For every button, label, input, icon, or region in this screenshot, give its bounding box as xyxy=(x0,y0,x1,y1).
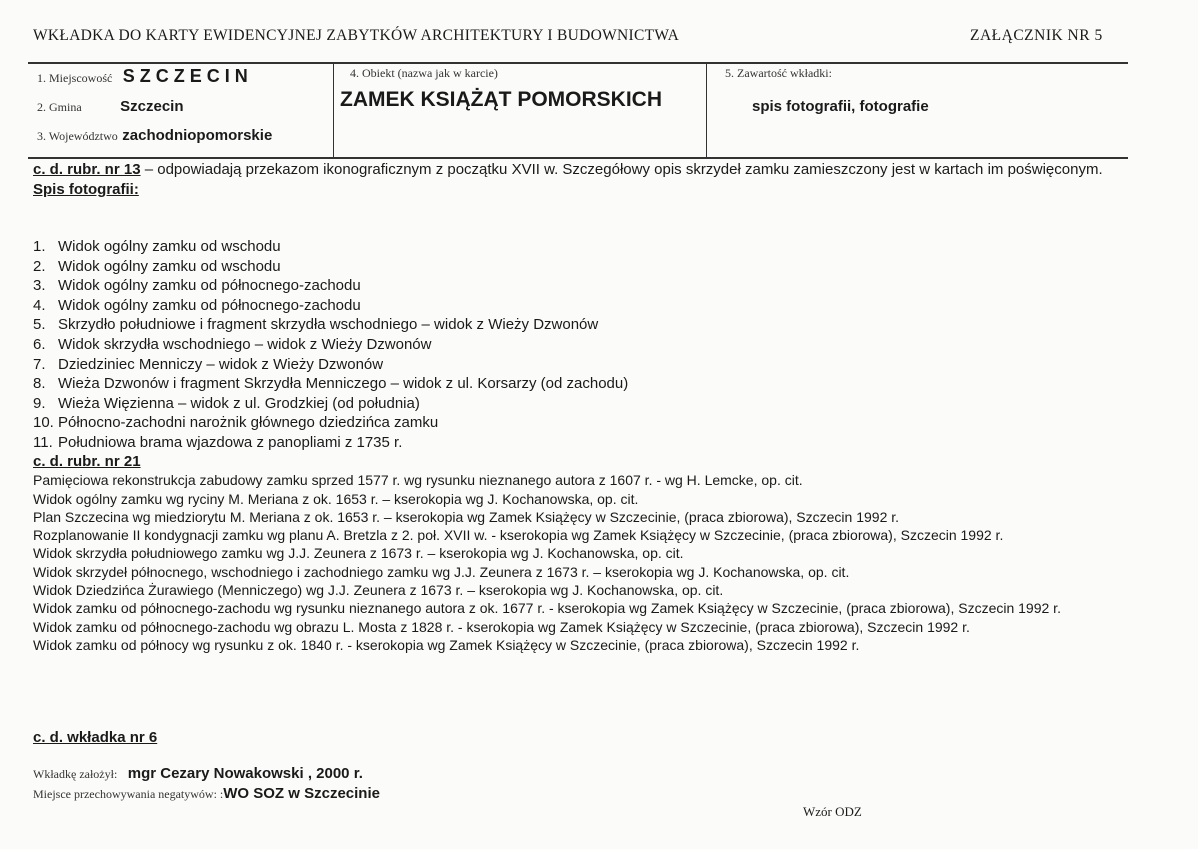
template-mark: Wzór ODZ xyxy=(803,804,862,819)
photo-list-item xyxy=(33,394,628,414)
voivodeship-field xyxy=(37,127,272,145)
source-entry: Widok zamku od północy wg rysunku z ok. 1840 r. - kserokopia wg Zamek Książęcy w Szczecinie, (praca zbiorowa), Szczecin 1992 r. xyxy=(33,636,860,653)
photo-list-item xyxy=(33,315,628,335)
photo-list-item xyxy=(33,296,628,316)
item-number: 2. xyxy=(33,257,46,275)
item-number: 6. xyxy=(33,335,46,353)
contents-label: 5. Zawartość wkładki: xyxy=(725,66,832,80)
rubric-21-heading: c. d. rubr. nr 21 xyxy=(33,453,141,470)
photo-list-item xyxy=(33,237,628,257)
item-number: 7. xyxy=(33,355,46,373)
photo-list-item xyxy=(33,355,628,375)
source-entry: Widok Dziedzińca Żurawiego (Menniczego) wg J.J. Zeunera z 1673 r. – kserokopia wg J. Kochanowska, op. cit. xyxy=(33,582,724,599)
created-by-label: Wkładkę założył: xyxy=(33,767,118,781)
negatives-storage-label: Miejsce przechowywania negatywów: : xyxy=(33,787,224,801)
item-text: Widok skrzydła wschodniego – widok z Wieży Dzwonów xyxy=(58,335,432,353)
item-text: Wieża Więzienna – widok z ul. Grodzkiej (od południa) xyxy=(58,394,420,412)
photo-list-item xyxy=(33,257,628,277)
photo-list-item xyxy=(33,413,628,433)
negatives-storage-field xyxy=(33,785,380,803)
photo-list-item xyxy=(33,276,628,296)
insert-6-reference: c. d. wkładka nr 6 xyxy=(33,729,158,746)
item-number: 11. xyxy=(33,433,53,451)
negatives-storage-value: WO SOZ w Szczecinie xyxy=(223,785,380,802)
item-number: 9. xyxy=(33,394,46,412)
source-entry: Widok zamku od północnego-zachodu wg rysunku nieznanego autora z ok. 1677 r. - kserokopia wg Zamek Książęcy w Szczecinie, (praca zbiorowa), Szczecin 1992 r. xyxy=(33,600,1061,617)
locality-value: S Z C Z E C I N xyxy=(122,66,248,86)
item-text: Widok ogólny zamku od północnego-zachodu xyxy=(58,296,361,314)
rubric-reference: c. d. rubr. nr 13 xyxy=(33,161,141,178)
column-divider xyxy=(706,64,707,158)
item-text: Widok ogólny zamku od wschodu xyxy=(58,257,281,275)
voivodeship-label: 3. Województwo xyxy=(37,129,118,143)
item-text: Dziedziniec Menniczy – widok z Wieży Dzwonów xyxy=(58,355,384,373)
item-text: Skrzydło południowe i fragment skrzydła wschodniego – widok z Wieży Dzwonów xyxy=(58,316,599,334)
item-text: Północno-zachodni narożnik głównego dziedzińca zamku xyxy=(58,414,439,432)
intro-text: – odpowiadają przekazom ikonograficznym z początku XVII w. Szczegółowy opis skrzydeł zamku zamieszczony jest w kartach im poświęconym. xyxy=(140,161,1103,178)
document-title: WKŁADKA DO KARTY EWIDENCYJNEJ ZABYTKÓW ARCHITEKTURY I BUDOWNICTWA xyxy=(33,27,680,44)
created-by-value: mgr Cezary Nowakowski , 2000 r. xyxy=(127,765,363,782)
source-entry: Pamięciowa rekonstrukcja zabudowy zamku sprzed 1577 r. wg rysunku nieznanego autora z 1607 r. - wg H. Lemcke, op. cit. xyxy=(33,472,803,489)
commune-field xyxy=(37,98,184,116)
commune-value: Szczecin xyxy=(120,98,184,115)
source-entry: Rozplanowanie II kondygnacji zamku wg planu A. Bretzla z 2. poł. XVII w. - kserokopia wg Zamek Książęcy w Szczecinie, (praca zbiorowa), Szczecin 1992 r. xyxy=(33,527,1004,544)
top-rule xyxy=(28,62,1128,64)
item-number: 8. xyxy=(33,375,46,393)
photo-list-heading: Spis fotografii: xyxy=(33,181,139,198)
photo-list-item xyxy=(33,374,628,394)
source-entry: Widok zamku od północnego-zachodu wg obrazu L. Mosta z 1828 r. - kserokopia wg Zamek Książęcy w Szczecinie, (praca zbiorowa), Szczecin 1992 r. xyxy=(33,618,970,635)
item-number: 5. xyxy=(33,316,46,334)
item-number: 4. xyxy=(33,296,46,314)
item-number: 1. xyxy=(33,238,46,255)
source-entry: Plan Szczecina wg miedziorytu M. Meriana z ok. 1653 r. – kserokopia wg Zamek Książęcy w Szczecinie, (praca zbiorowa), Szczecin 1992 r. xyxy=(33,508,900,525)
source-entry: Widok ogólny zamku wg ryciny M. Meriana z ok. 1653 r. – kserokopia wg J. Kochanowska, op. cit. xyxy=(33,490,639,507)
annex-number: ZAŁĄCZNIK NR 5 xyxy=(970,27,1103,44)
item-text: Wieża Dzwonów i fragment Skrzydła Menniczego – widok z ul. Korsarzy (od zachodu) xyxy=(58,375,629,393)
commune-label: 2. Gmina xyxy=(37,100,82,114)
locality-label: 1. Miejscowość xyxy=(37,71,113,85)
item-text: Południowa brama wjazdowa z panopliami z 1735 r. xyxy=(58,433,403,451)
photo-list-item xyxy=(33,433,628,453)
source-entry: Widok skrzydeł północnego, wschodniego i zachodniego zamku wg J.J. Zeunera z 1673 r. – kserokopia wg J. Kochanowska, op. cit. xyxy=(33,563,850,580)
contents-value: spis fotografii, fotografie xyxy=(752,98,929,115)
item-text: Widok ogólny zamku od wschodu xyxy=(58,238,281,255)
item-number: 10. xyxy=(33,414,54,432)
rubric-21-section xyxy=(33,453,1143,654)
locality-field xyxy=(37,66,248,87)
photo-list-item xyxy=(33,335,628,355)
photo-list xyxy=(33,237,628,453)
source-entry: Widok skrzydła południowego zamku wg J.J. Zeunera z 1673 r. – kserokopia wg J. Kochanowska, op. cit. xyxy=(33,545,684,562)
object-label: 4. Obiekt (nazwa jak w karcie) xyxy=(350,66,498,80)
item-number: 3. xyxy=(33,277,46,295)
voivodeship-value: zachodniopomorskie xyxy=(122,127,273,144)
created-by-field xyxy=(33,765,363,783)
object-value: ZAMEK KSIĄŻĄT POMORSKICH xyxy=(340,88,662,111)
intro-paragraph xyxy=(33,160,1143,199)
item-text: Widok ogólny zamku od północnego-zachodu xyxy=(58,277,361,295)
column-divider xyxy=(333,64,334,158)
bottom-rule xyxy=(28,157,1128,159)
